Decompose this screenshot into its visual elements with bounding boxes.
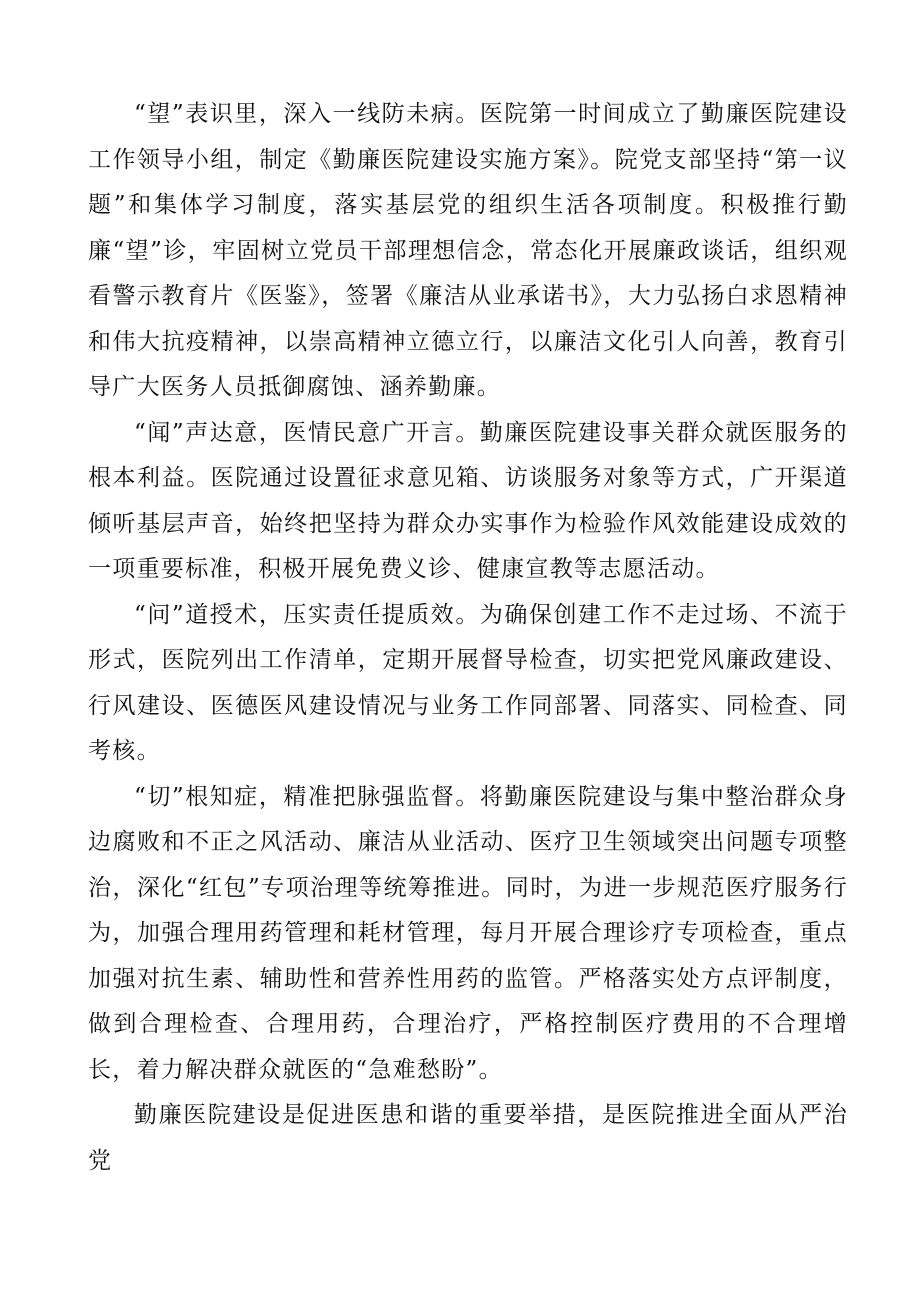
paragraph-conclusion: 勤廉医院建设是促进医患和谐的重要举措，是医院推进全面从严治党: [88, 1102, 848, 1174]
paragraph-wang: “望”表识里，深入一线防未病。医院第一时间成立了勤廉医院建设工作领导小组，制定《勤廉医院建设实施方案》。院党支部坚持“第一议题”和集体学习制度，落实基层党的组织生活各项制度。积极推行勤廉“望”诊，牢固树立党员干部理想信念，常态化开展廉政谈话，组织观看警示教育片《医鉴》，签署《廉洁从业承诺书》，大力弘扬白求恩精神和伟大抗疫精神，以崇高精神立德立行，以廉洁文化引人向善，教育引导广大医务人员抵御腐蚀、涵养勤廉。: [88, 101, 848, 400]
document-body: [88, 92, 848, 1184]
paragraph-wen-ask: “问”道授术，压实责任提质效。为确保创建工作不走过场、不流于形式，医院列出工作清单，定期开展督导检查，切实把党风廉政建设、行风建设、医德医风建设情况与业务工作同部署、同落实、同检查、同考核。: [88, 601, 848, 764]
paragraph-qie: “切”根知症，精准把脉强监督。将勤廉医院建设与集中整治群众身边腐败和不正之风活动、廉洁从业活动、医疗卫生领域突出问题专项整治，深化“红包”专项治理等统筹推进。同时，为进一步规范医疗服务行为，加强合理用药管理和耗材管理，每月开展合理诊疗专项检查，重点加强对抗生素、辅助性和营养性用药的监管。严格落实处方点评制度，做到合理检查、合理用药，合理治疗，严格控制医疗费用的不合理增长，着力解决群众就医的“急难愁盼”。: [88, 783, 848, 1083]
paragraph-wen-listen: “闻”声达意，医情民意广开言。勤廉医院建设事关群众就医服务的根本利益。医院通过设置征求意见箱、访谈服务对象等方式，广开渠道倾听基层声音，始终把坚持为群众办实事作为检验作风效能建设成效的一项重要标准，积极开展免费义诊、健康宣教等志愿活动。: [88, 419, 848, 582]
